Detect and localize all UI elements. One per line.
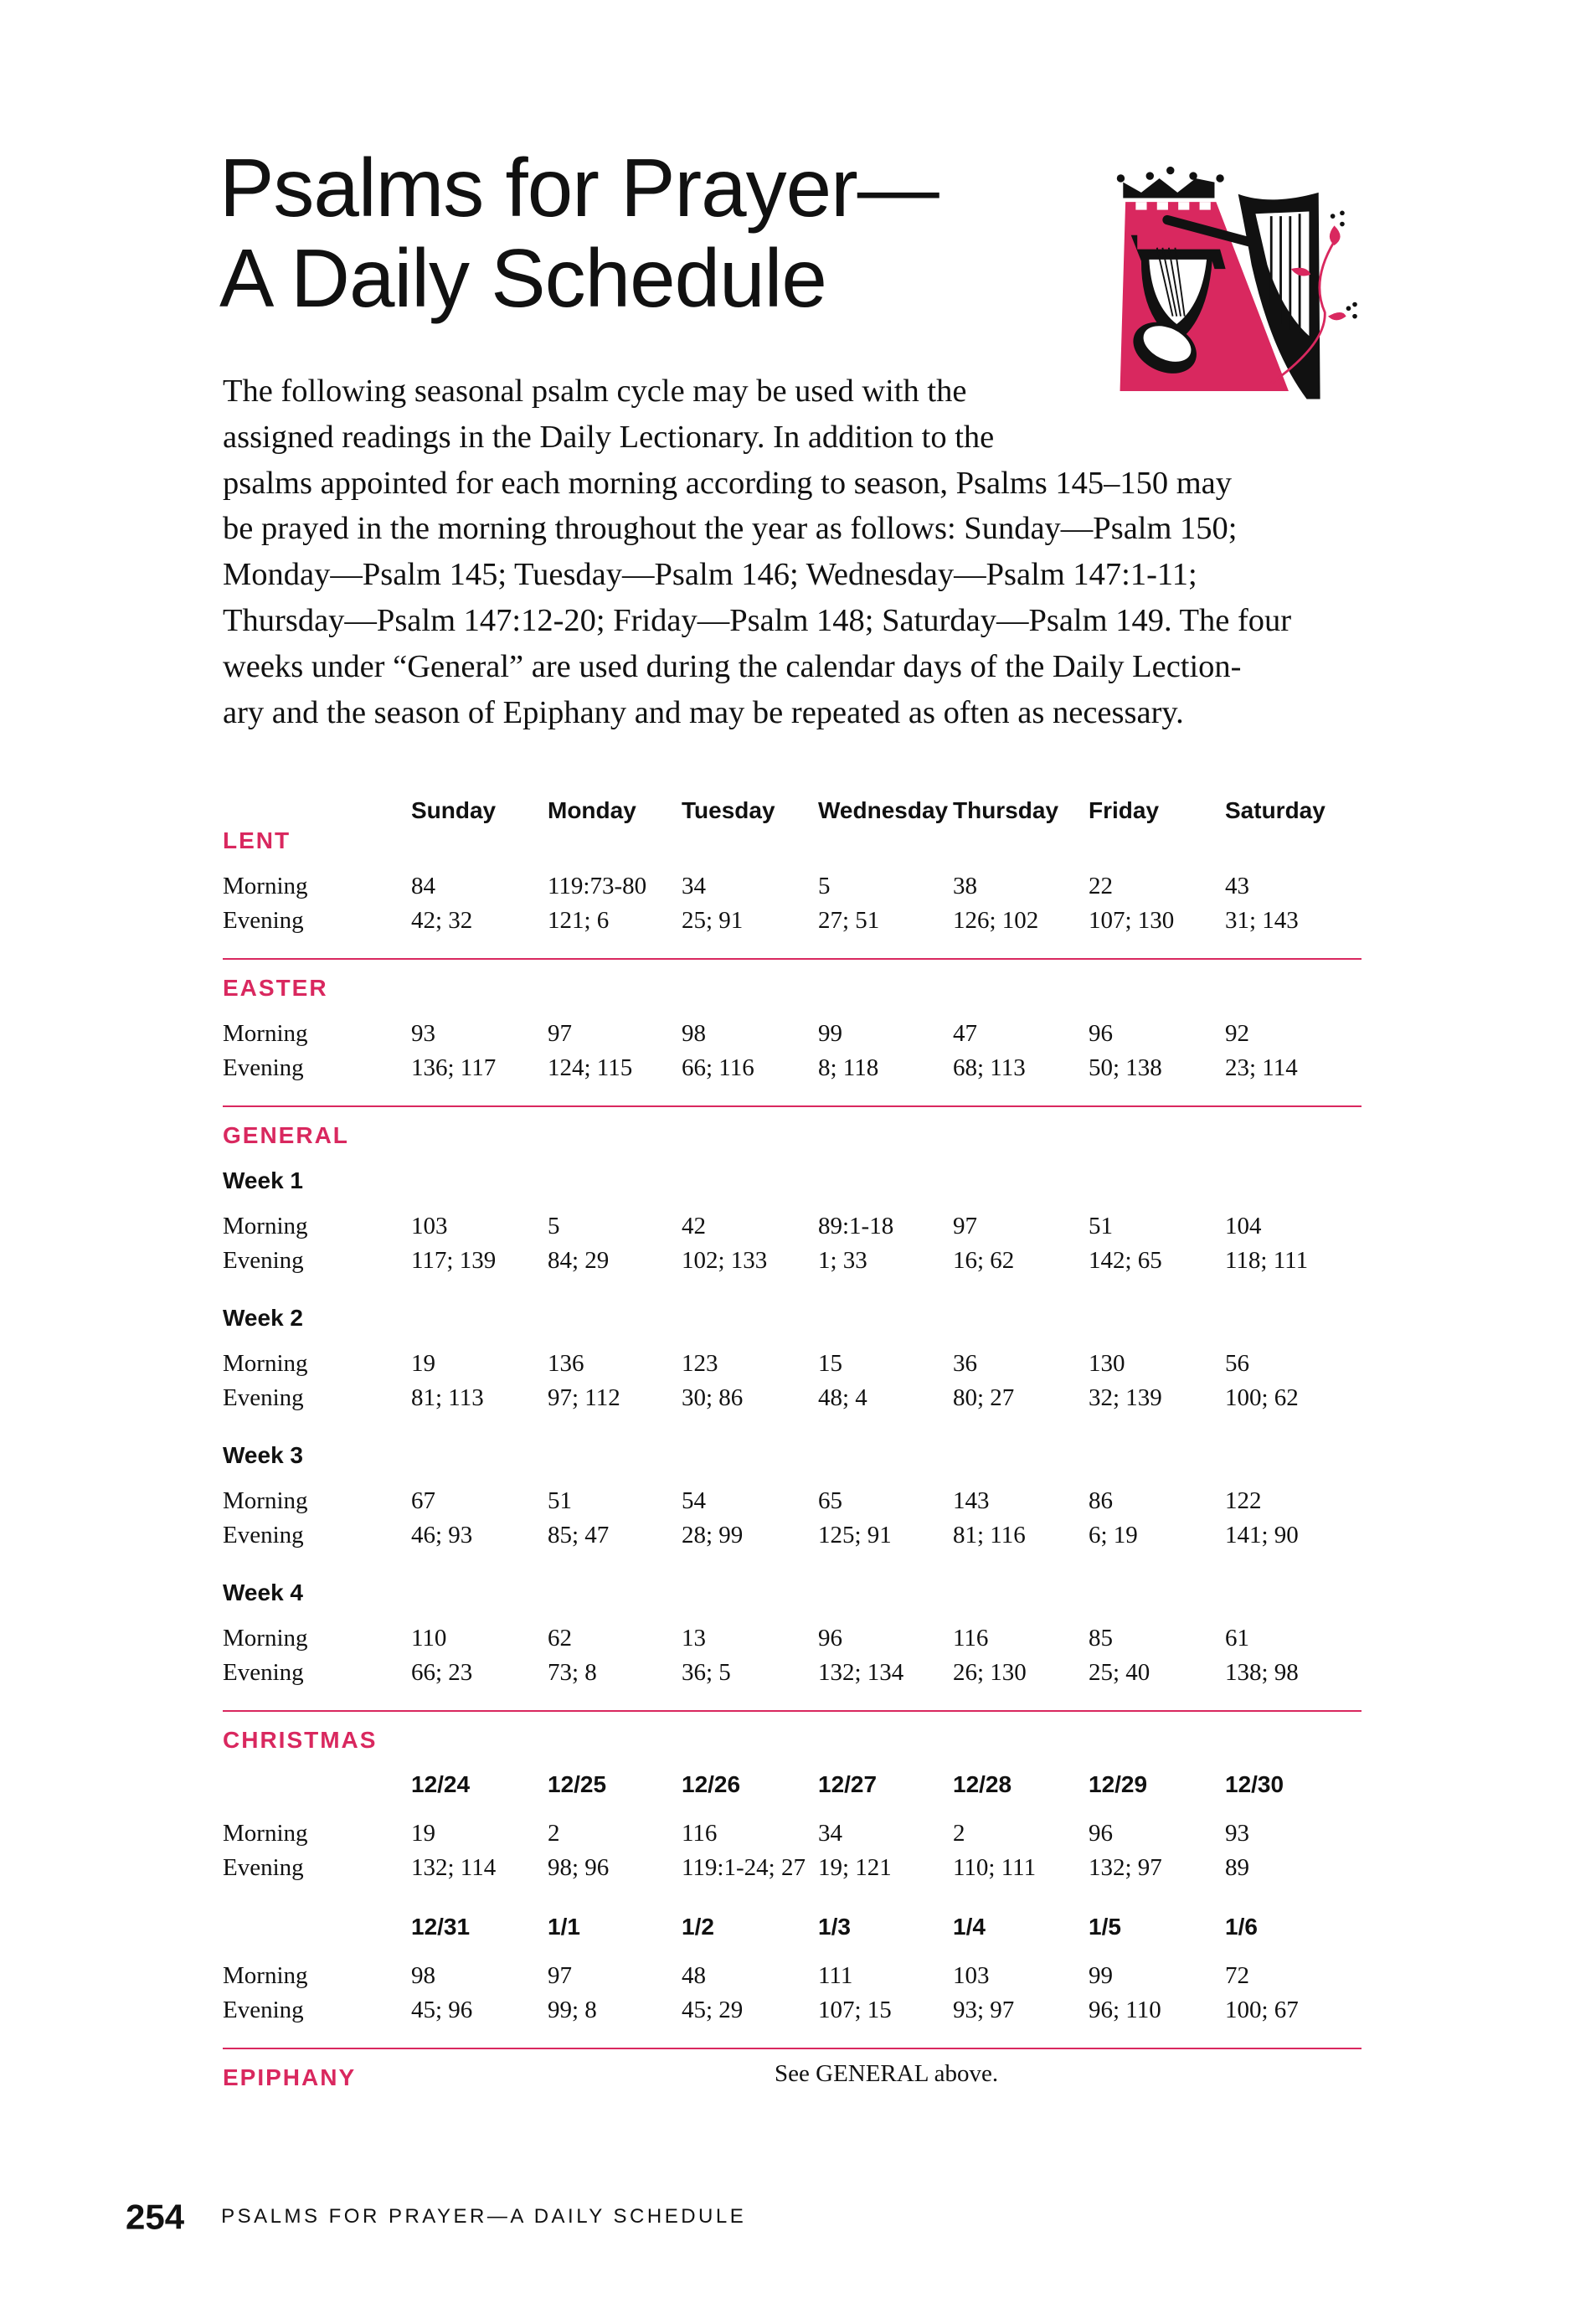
evening-psalms: 66; 23 — [411, 1659, 473, 1686]
section-label-row — [223, 1118, 1362, 1152]
date-header: 1/3 — [818, 1914, 851, 1940]
evening-psalms: 96; 110 — [1089, 1997, 1161, 2023]
morning-psalms: 84 — [411, 873, 435, 899]
epiphany-row — [223, 2060, 1362, 2095]
section-divider — [223, 958, 1362, 960]
evening-psalms: 73; 8 — [548, 1659, 597, 1686]
morning-psalms: 98 — [411, 1962, 435, 1989]
morning-psalms: 2 — [548, 1820, 560, 1847]
evening-psalms: 81; 116 — [953, 1522, 1026, 1548]
page-title — [219, 142, 939, 323]
morning-row — [223, 869, 1362, 904]
evening-psalms: 80; 27 — [953, 1384, 1015, 1411]
evening-psalms: 48; 4 — [818, 1384, 867, 1411]
evening-row — [223, 1518, 1362, 1553]
row-label-evening: Evening — [223, 1054, 304, 1081]
day-header: Saturday — [1225, 797, 1325, 823]
evening-psalms: 121; 6 — [548, 907, 610, 934]
week-label-row — [223, 1575, 1362, 1610]
date-header: 1/5 — [1089, 1914, 1121, 1940]
morning-psalms: 123 — [682, 1350, 718, 1377]
evening-psalms: 66; 116 — [682, 1054, 754, 1081]
evening-psalms: 93; 97 — [953, 1997, 1015, 2023]
day-header-row — [223, 793, 1362, 827]
morning-psalms: 93 — [411, 1020, 435, 1047]
morning-psalms: 98 — [682, 1020, 706, 1047]
evening-row — [223, 1851, 1362, 1885]
section-label: EASTER — [223, 975, 328, 1001]
day-header: Sunday — [411, 797, 497, 823]
row-label-morning: Morning — [223, 1350, 308, 1377]
morning-psalms: 96 — [1089, 1820, 1113, 1847]
evening-psalms: 81; 113 — [411, 1384, 484, 1411]
evening-psalms: 132; 134 — [818, 1659, 904, 1686]
week-label-row — [223, 1163, 1362, 1198]
row-label-morning: Morning — [223, 1625, 308, 1652]
morning-row — [223, 1484, 1362, 1518]
morning-psalms: 62 — [548, 1625, 572, 1652]
morning-psalms: 47 — [953, 1020, 977, 1047]
evening-psalms: 26; 130 — [953, 1659, 1027, 1686]
evening-psalms: 50; 138 — [1089, 1054, 1162, 1081]
evening-psalms: 102; 133 — [682, 1247, 768, 1274]
evening-psalms: 28; 99 — [682, 1522, 744, 1548]
morning-psalms: 65 — [818, 1487, 842, 1514]
section-label-row — [223, 823, 1362, 858]
intro-line: weeks under “General” are used during the calendar days of the Daily Lection- — [223, 648, 1242, 684]
week-label-row — [223, 1438, 1362, 1472]
row-label-evening: Evening — [223, 907, 304, 934]
intro-line: ary and the season of Epiphany and may be repeated as often as necessary. — [223, 694, 1184, 730]
section-divider — [223, 1710, 1362, 1712]
evening-psalms: 100; 62 — [1225, 1384, 1299, 1411]
evening-psalms: 118; 111 — [1225, 1247, 1309, 1274]
evening-psalms: 100; 67 — [1225, 1997, 1299, 2023]
evening-psalms: 132; 97 — [1089, 1854, 1162, 1881]
section-label-row — [223, 1723, 1362, 1757]
section-label: EPIPHANY — [223, 2064, 357, 2090]
page-footer — [126, 2196, 746, 2238]
morning-psalms: 97 — [548, 1020, 572, 1047]
date-header-row — [223, 1909, 1362, 1944]
date-header: 12/28 — [953, 1771, 1012, 1797]
day-header: Monday — [548, 797, 636, 823]
morning-psalms: 56 — [1225, 1350, 1249, 1377]
morning-psalms: 99 — [1089, 1962, 1113, 1989]
evening-psalms: 124; 115 — [548, 1054, 633, 1081]
evening-psalms: 132; 114 — [411, 1854, 497, 1881]
morning-row — [223, 1816, 1362, 1851]
section-label: CHRISTMAS — [223, 1727, 378, 1753]
morning-psalms: 51 — [548, 1487, 572, 1514]
row-label-morning: Morning — [223, 1020, 308, 1047]
title-line-2: A Daily Schedule — [219, 232, 826, 324]
day-header: Tuesday — [682, 797, 775, 823]
morning-psalms: 42 — [682, 1213, 706, 1239]
date-header: 1/4 — [953, 1914, 986, 1940]
evening-row — [223, 1381, 1362, 1415]
page-number: 254 — [126, 2197, 185, 2237]
evening-psalms: 142; 65 — [1089, 1247, 1162, 1274]
week-label: Week 1 — [223, 1167, 303, 1193]
evening-psalms: 36; 5 — [682, 1659, 731, 1686]
morning-psalms: 43 — [1225, 873, 1249, 899]
section-divider — [223, 2048, 1362, 2049]
morning-psalms: 103 — [953, 1962, 990, 1989]
morning-row — [223, 1017, 1362, 1051]
evening-psalms: 107; 15 — [818, 1997, 892, 2023]
morning-psalms: 89:1-18 — [818, 1213, 894, 1239]
evening-psalms: 68; 113 — [953, 1054, 1026, 1081]
morning-psalms: 19 — [411, 1350, 435, 1377]
evening-psalms: 97; 112 — [548, 1384, 620, 1411]
evening-psalms: 27; 51 — [818, 907, 880, 934]
evening-row — [223, 904, 1362, 938]
date-header: 12/29 — [1089, 1771, 1148, 1797]
morning-psalms: 54 — [682, 1487, 706, 1514]
morning-psalms: 5 — [548, 1213, 560, 1239]
evening-psalms: 32; 139 — [1089, 1384, 1162, 1411]
evening-psalms: 8; 118 — [818, 1054, 879, 1081]
evening-row — [223, 1656, 1362, 1690]
evening-psalms: 42; 32 — [411, 907, 473, 934]
section-divider — [223, 1105, 1362, 1107]
morning-psalms: 111 — [818, 1962, 853, 1989]
title-line-1: Psalms for Prayer— — [219, 142, 939, 234]
morning-psalms: 86 — [1089, 1487, 1113, 1514]
evening-row — [223, 1993, 1362, 2028]
intro-line: Monday—Psalm 145; Tuesday—Psalm 146; Wednesday—Psalm 147:1-11; — [223, 557, 1197, 593]
evening-psalms: 25; 91 — [682, 907, 744, 934]
evening-psalms: 126; 102 — [953, 907, 1039, 934]
date-header: 12/24 — [411, 1771, 471, 1797]
date-header: 1/2 — [682, 1914, 714, 1940]
morning-psalms: 38 — [953, 873, 977, 899]
morning-psalms: 97 — [953, 1213, 977, 1239]
evening-psalms: 141; 90 — [1225, 1522, 1299, 1548]
date-header: 1/6 — [1225, 1914, 1258, 1940]
morning-psalms: 36 — [953, 1350, 977, 1377]
morning-psalms: 51 — [1089, 1213, 1113, 1239]
morning-psalms: 116 — [953, 1625, 989, 1652]
morning-psalms: 97 — [548, 1962, 572, 1989]
day-header: Thursday — [953, 797, 1059, 823]
morning-row — [223, 1621, 1362, 1656]
evening-psalms: 84; 29 — [548, 1247, 610, 1274]
week-label-row — [223, 1301, 1362, 1335]
date-header: 12/30 — [1225, 1771, 1284, 1797]
morning-psalms: 34 — [682, 873, 706, 899]
morning-row — [223, 1347, 1362, 1381]
psalm-schedule-table — [223, 793, 1362, 2095]
section-label-row — [223, 971, 1362, 1005]
row-label-morning: Morning — [223, 1487, 308, 1514]
morning-psalms: 96 — [1089, 1020, 1113, 1047]
day-header: Friday — [1089, 797, 1160, 823]
evening-psalms: 46; 93 — [411, 1522, 473, 1548]
evening-psalms: 110; 111 — [953, 1854, 1037, 1881]
row-label-morning: Morning — [223, 1820, 308, 1847]
morning-psalms: 136 — [548, 1350, 584, 1377]
morning-psalms: 96 — [818, 1625, 842, 1652]
morning-psalms: 116 — [682, 1820, 718, 1847]
morning-psalms: 61 — [1225, 1625, 1249, 1652]
morning-psalms: 85 — [1089, 1625, 1113, 1652]
crown-icon — [1117, 167, 1224, 198]
date-header: 1/1 — [548, 1914, 580, 1940]
morning-psalms: 67 — [411, 1487, 435, 1514]
morning-psalms: 22 — [1089, 873, 1113, 899]
date-header: 12/26 — [682, 1771, 741, 1797]
morning-psalms: 130 — [1089, 1350, 1125, 1377]
row-label-evening: Evening — [223, 1247, 304, 1274]
day-header: Wednesday — [818, 797, 949, 823]
week-label: Week 4 — [223, 1579, 303, 1605]
row-label-morning: Morning — [223, 1962, 308, 1989]
morning-psalms: 48 — [682, 1962, 706, 1989]
evening-psalms: 98; 96 — [548, 1854, 610, 1881]
row-label-morning: Morning — [223, 873, 308, 899]
date-header-row — [223, 1767, 1362, 1801]
evening-psalms: 30; 86 — [682, 1384, 744, 1411]
row-label-evening: Evening — [223, 1659, 304, 1686]
evening-psalms: 25; 40 — [1089, 1659, 1150, 1686]
morning-row — [223, 1209, 1362, 1244]
row-label-evening: Evening — [223, 1854, 304, 1881]
evening-row — [223, 1244, 1362, 1278]
morning-psalms: 13 — [682, 1625, 706, 1652]
evening-psalms: 119:1-24; 27 — [682, 1854, 806, 1881]
evening-psalms: 1; 33 — [818, 1247, 867, 1274]
date-header: 12/25 — [548, 1771, 607, 1797]
morning-psalms: 92 — [1225, 1020, 1249, 1047]
week-label: Week 2 — [223, 1305, 303, 1331]
date-header: 12/31 — [411, 1914, 471, 1940]
intro-line: assigned readings in the Daily Lectionary. In addition to the — [223, 419, 995, 455]
morning-psalms: 15 — [818, 1350, 842, 1377]
evening-row — [223, 1051, 1362, 1085]
morning-psalms: 119:73-80 — [548, 873, 647, 899]
row-label-evening: Evening — [223, 1522, 304, 1548]
epiphany-note: See GENERAL above. — [775, 2060, 999, 2087]
evening-psalms: 16; 62 — [953, 1247, 1015, 1274]
evening-psalms: 19; 121 — [818, 1854, 892, 1881]
running-head: PSALMS FOR PRAYER—A DAILY SCHEDULE — [221, 2205, 747, 2229]
row-label-morning: Morning — [223, 1213, 308, 1239]
morning-row — [223, 1959, 1362, 1993]
section-label: LENT — [223, 827, 291, 853]
evening-psalms: 99; 8 — [548, 1997, 597, 2023]
intro-line: Thursday—Psalm 147:12-20; Friday—Psalm 148; Saturday—Psalm 149. The four — [223, 602, 1292, 638]
evening-psalms: 31; 143 — [1225, 907, 1299, 934]
row-label-evening: Evening — [223, 1997, 304, 2023]
morning-psalms: 93 — [1225, 1820, 1249, 1847]
evening-psalms: 117; 139 — [411, 1247, 497, 1274]
evening-psalms: 89 — [1225, 1854, 1249, 1881]
morning-psalms: 19 — [411, 1820, 435, 1847]
row-label-evening: Evening — [223, 1384, 304, 1411]
evening-psalms: 107; 130 — [1089, 907, 1175, 934]
morning-psalms: 2 — [953, 1820, 965, 1847]
evening-psalms: 125; 91 — [818, 1522, 892, 1548]
intro-line: The following seasonal psalm cycle may be used with the — [223, 374, 967, 409]
evening-psalms: 6; 19 — [1089, 1522, 1138, 1548]
evening-psalms: 85; 47 — [548, 1522, 610, 1548]
intro-line: psalms appointed for each morning according to season, Psalms 145–150 may — [223, 465, 1233, 501]
morning-psalms: 143 — [953, 1487, 990, 1514]
intro-paragraph — [223, 368, 1291, 735]
intro-line: be prayed in the morning throughout the year as follows: Sunday—Psalm 150; — [223, 511, 1238, 547]
morning-psalms: 34 — [818, 1820, 842, 1847]
morning-psalms: 110 — [411, 1625, 447, 1652]
evening-psalms: 45; 29 — [682, 1997, 744, 2023]
evening-psalms: 45; 96 — [411, 1997, 473, 2023]
date-header: 12/27 — [818, 1771, 878, 1797]
evening-psalms: 23; 114 — [1225, 1054, 1298, 1081]
evening-psalms: 136; 117 — [411, 1054, 497, 1081]
morning-psalms: 122 — [1225, 1487, 1262, 1514]
morning-psalms: 99 — [818, 1020, 842, 1047]
week-label: Week 3 — [223, 1442, 303, 1468]
section-label: GENERAL — [223, 1122, 349, 1148]
morning-psalms: 5 — [818, 873, 831, 899]
morning-psalms: 104 — [1225, 1213, 1262, 1239]
morning-psalms: 103 — [411, 1213, 448, 1239]
morning-psalms: 72 — [1225, 1962, 1249, 1989]
evening-psalms: 138; 98 — [1225, 1659, 1299, 1686]
